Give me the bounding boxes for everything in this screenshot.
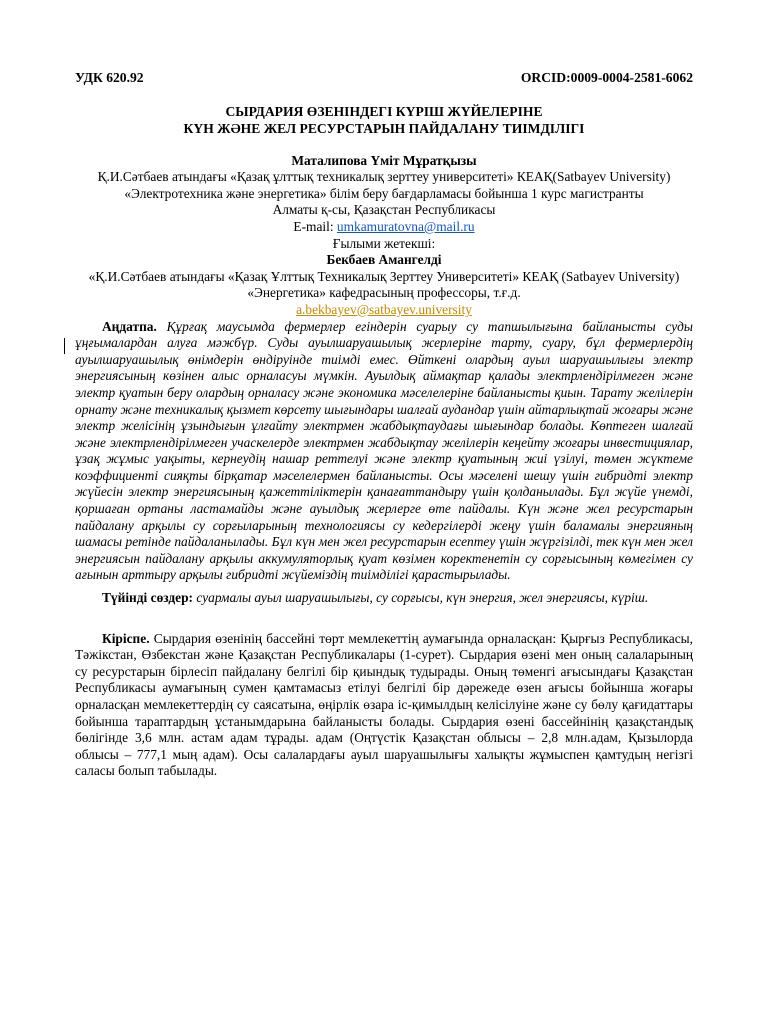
- author-email-line: [75, 219, 693, 236]
- supervisor-email-link[interactable]: a.bekbayev@satbayev.university: [296, 301, 472, 317]
- supervisor-label: Ғылыми жетекші:: [332, 235, 436, 251]
- email-label: E-mail:: [293, 218, 337, 234]
- paper-title: [75, 103, 693, 137]
- author-name: Маталипова Үміт Мұратқызы: [291, 152, 477, 168]
- supervisor-affiliation: «Қ.И.Сәтбаев атындағы «Қазақ Ұлттық Техникалық Зерттеу Университеті» КЕАҚ (Satbayev University): [88, 268, 680, 284]
- abstract-label: Аңдатпа.: [102, 318, 157, 334]
- title-line-1: СЫРДАРИЯ ӨЗЕНІНДЕГІ КҮРІШ ЖҮЙЕЛЕРІНЕ: [225, 103, 543, 119]
- intro-paragraph: [75, 631, 693, 780]
- abstract-text: Құрғақ маусымда фермерлер егіндерін суарыу су тапшылығына байланысты суды ұңғымалардан алуға мәжбүр. Суды ауылшаруашылық жерлеріне тарту, суару, бұл фермерлердің ауылшаруашылық өнімдерін өндіруінде тиімді емес. Өйткені олардың ауыл шаруашылығы электр энергиясының көзінен алыс орналасуы мүмкін. Ауылдық аймақтар қалады электрлендірілмеген және электр қуатын беру олардың орналасу және экономика мәселелеріне байланысты қиын. Тарату желілерін орнату және техникалық қызмет көрсету шығындары шалғай аудандар үшін айтарлықтай жоғары және электр желісінің ұзындығын ұлғайту электрмен жабдықтаудағы шығындар болады. Көптеген шалғай және электрлендірілмеген учаскелерде электрмен жабдықтау желілерін кеңейту жоғары инвестициялар, ұзақ жұмыс уақыты, кернеудің нашар реттелуі және электр қуатының жиі үзілуі, төмен жүктеме коэффициенті сияқты бірқатар мәселелермен байланысты. Осы мәселені шешу үшін гибридті электр жүйесін электр энергиясының қажеттіліктерін қанағаттандыру үшін қолданылады. Бұл жүйе үнемді, қоршаған ортаны ластамайды және ауылдық жерлерге өте пайдалы. Күн және жел ресурстарын пайдалану арқылы су сорғыларының технологиясы су кедергілерді жеңу үшін баламалы энергияның шамасы ретінде пайдаланылады. Бұл күн мен жел ресурстарын есептеу үшін жүргізілді, тек күн мен жел энергиясын пайдалану арқылы аккумуляторлық қуат көзімен коректенетін су сорғысының көмегімен су ағынын арттыру арқылы гибридті жүйеміздің тиімділігі қарастырылады.: [75, 318, 693, 583]
- author-email-link[interactable]: umkamuratovna@mail.ru: [336, 218, 475, 234]
- author-program: «Электротехника және энергетика» білім беру бағдарламасы бойынша 1 курс магистранты: [124, 185, 644, 201]
- keywords-text: суармалы ауыл шаруашылығы, су сорғысы, күн энергия, жел энергиясы, күріш.: [193, 590, 649, 606]
- text-cursor: [64, 338, 65, 354]
- supervisor-position: «Энергетика» кафедрасының профессоры, т.ғ.д.: [247, 285, 521, 301]
- intro-text: Сырдария өзенінің бассейні төрт мемлекеттің аумағында орналасқан: Қырғыз Республикасы, Тәжікстан, Өзбекстан және Қазақстан Республикалары (1-сурет). Сырдария өзені мен оның салаларының су ресурстарын бірлесіп пайдалану белгілі бір қиындық тудырады. Оның төменгі ағысындағы Қазақстан Республикасы аумағының сумен қамтамасыз етілуі белгілі бір дәрежеде өзен ағысы бойынша жоғары орналасқан мемлекеттердің су саясатына, өңірлік өзара іс-қимылдың келісілуіне және су бөлу қағидаттары бойынша тараптардың ұстанымдарына байланысты болады. Сырдария өзені бассейнінің қазақстандық бөлігінде 3,6 млн. астам адам тұрады. адам (Оңтүстік Қазақстан облысы – 2,8 млн.адам, Қызылорда облысы – 777,1 мың адам). Осы салалардағы ауыл шаруашылығы халықты жұмыспен қамтудың негізгі саласы болып табылады.: [75, 630, 693, 779]
- title-line-2: КҮН ЖӘНЕ ЖЕЛ РЕСУРСТАРЫН ПАЙДАЛАНУ ТИІМДІЛІГІ: [183, 120, 585, 136]
- intro-label: Кіріспе.: [102, 630, 150, 646]
- abstract-paragraph: [75, 319, 693, 585]
- supervisor-email-line: [75, 302, 693, 319]
- author-affiliation: Қ.И.Сәтбаев атындағы «Қазақ ұлттық техникалық зерттеу университеті» КЕАҚ(Satbayev University): [97, 169, 671, 185]
- udk-code: УДК 620.92: [75, 70, 144, 85]
- orcid-id: ORCID:0009-0004-2581-6062: [520, 70, 693, 85]
- keywords-label: Түйінді сөздер:: [102, 590, 194, 606]
- author-location: Алматы қ-сы, Қазақстан Республикасы: [272, 202, 496, 218]
- header-row: [75, 70, 693, 87]
- supervisor-name: Бекбаев Амангелді: [326, 252, 442, 268]
- keywords-paragraph: [75, 590, 693, 607]
